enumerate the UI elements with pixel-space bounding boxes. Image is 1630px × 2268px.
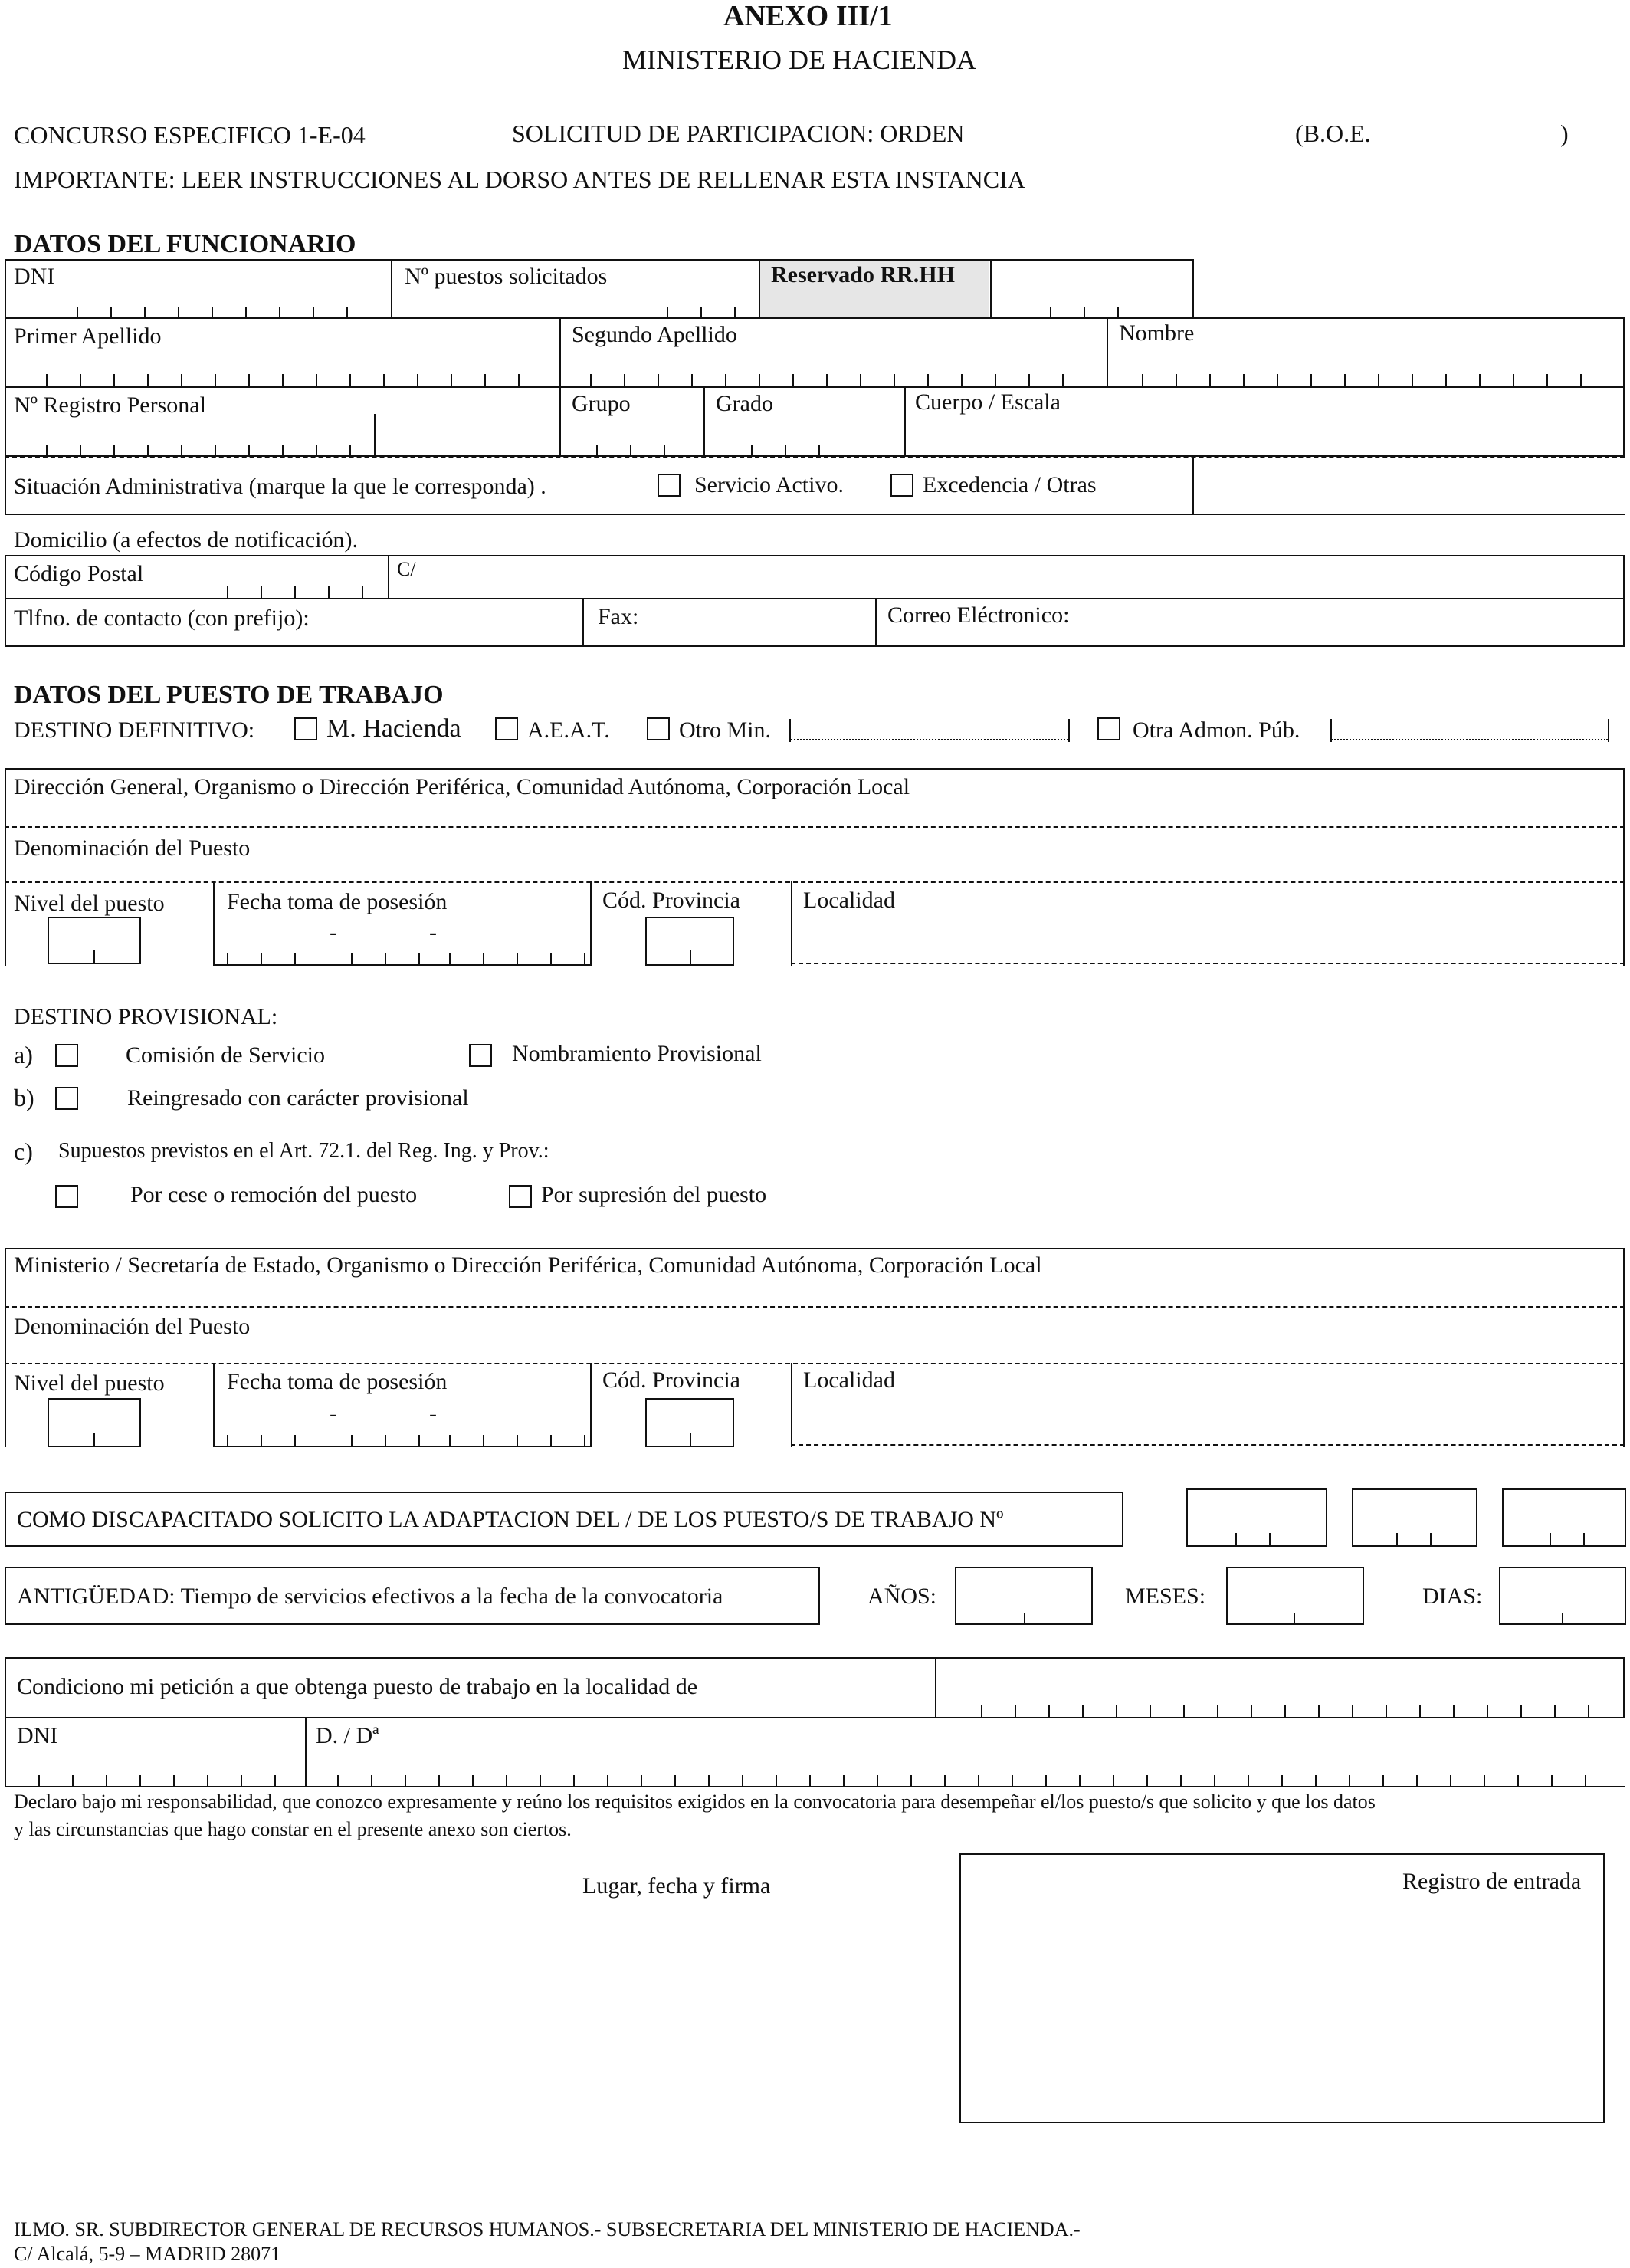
first-surname-input[interactable] bbox=[46, 374, 536, 386]
aeat-label: A.E.A.T. bbox=[527, 717, 610, 743]
num-posts-label: Nº puestos solicitados bbox=[405, 264, 608, 289]
request-order: SOLICITUD DE PARTICIPACION: ORDEN bbox=[512, 120, 965, 147]
phone-label: Tlfno. de contacto (con prefijo): bbox=[14, 606, 310, 631]
provisional-appointment-checkbox[interactable] bbox=[469, 1044, 492, 1067]
domicile-label: Domicilio (a efectos de notificación). bbox=[14, 527, 358, 553]
prov-province-code-label: Cód. Provincia bbox=[602, 1367, 740, 1393]
boe-label: (B.O.E. bbox=[1295, 120, 1371, 147]
leave-other-checkbox[interactable] bbox=[890, 474, 913, 497]
seniority-label: ANTIGÜEDAD: Tiempo de servicios efectivos a la fecha de la convocatoria bbox=[17, 1584, 723, 1609]
footer-line-2: C/ Alcalá, 5-9 – MADRID 28071 bbox=[14, 2243, 281, 2265]
opt-b-label: b) bbox=[14, 1084, 34, 1111]
days-label: DIAS: bbox=[1422, 1584, 1483, 1609]
other-min-label: Otro Min. bbox=[679, 717, 771, 743]
other-min-checkbox[interactable] bbox=[647, 717, 670, 740]
street-label: C/ bbox=[397, 558, 416, 580]
hacienda-checkbox[interactable] bbox=[294, 717, 317, 740]
declaration-line-1: Declaro bajo mi responsabilidad, que conozco expresamente y reúno los requisitos exigidos en la convocatoria para desempeñar el/los puesto/s que solicito y que los datos bbox=[14, 1790, 1376, 1813]
contest-code: CONCURSO ESPECIFICO 1-E-04 bbox=[14, 121, 366, 149]
grade-label: Grado bbox=[716, 391, 773, 416]
hacienda-label: M. Hacienda bbox=[326, 714, 461, 743]
date-dash-2: - bbox=[429, 920, 437, 945]
opt-a-label: a) bbox=[14, 1041, 33, 1068]
post-name-label: Denominación del Puesto bbox=[14, 835, 251, 861]
postal-code-input[interactable] bbox=[227, 586, 372, 598]
cessation-label: Por cese o remoción del puesto bbox=[130, 1182, 418, 1207]
prov-locality-input[interactable] bbox=[791, 1444, 1625, 1446]
group-input[interactable] bbox=[596, 445, 673, 457]
footer-line-1: ILMO. SR. SUBDIRECTOR GENERAL DE RECURSOS HUMANOS.- SUBSECRETARIA DEL MINISTERIO DE HACIENDA.- bbox=[14, 2218, 1081, 2240]
group-label: Grupo bbox=[572, 391, 631, 416]
suppression-label: Por supresión del puesto bbox=[541, 1182, 767, 1207]
important-note: IMPORTANTE: LEER INSTRUCCIONES AL DORSO ANTES DE RELLENAR ESTA INSTANCIA bbox=[14, 166, 1025, 193]
entry-register-label: Registro de entrada bbox=[1402, 1869, 1582, 1894]
declaration-line-2: y las circunstancias que hago constar en el presente anexo son ciertos. bbox=[14, 1818, 572, 1840]
prov-date-dash-1: - bbox=[330, 1401, 337, 1426]
condition-dni-label: DNI bbox=[17, 1723, 58, 1748]
service-commission-checkbox[interactable] bbox=[55, 1044, 78, 1067]
prov-possession-date-label: Fecha toma de posesión bbox=[227, 1369, 448, 1394]
opt-c-label: c) bbox=[14, 1137, 33, 1165]
place-date-signature-label: Lugar, fecha y firma bbox=[582, 1873, 771, 1899]
first-surname-label: Primer Apellido bbox=[14, 323, 162, 349]
provisional-appointment-label: Nombramiento Provisional bbox=[512, 1041, 762, 1066]
personal-reg-label: Nº Registro Personal bbox=[14, 392, 206, 418]
ministry-title: MINISTERIO DE HACIENDA bbox=[622, 44, 976, 75]
section-job-title: DATOS DEL PUESTO DE TRABAJO bbox=[14, 681, 444, 709]
reentered-label: Reingresado con carácter provisional bbox=[127, 1085, 469, 1111]
condition-name-label: D. / Dª bbox=[316, 1723, 379, 1748]
possession-date-label: Fecha toma de posesión bbox=[227, 889, 448, 914]
prov-date-dash-2: - bbox=[429, 1401, 437, 1426]
reentered-checkbox[interactable] bbox=[55, 1087, 78, 1110]
section-official-title: DATOS DEL FUNCIONARIO bbox=[14, 230, 356, 258]
grade-input[interactable] bbox=[751, 445, 828, 457]
service-commission-label: Comisión de Servicio bbox=[126, 1042, 325, 1068]
months-input[interactable] bbox=[1226, 1567, 1364, 1625]
years-label: AÑOS: bbox=[867, 1584, 937, 1609]
months-label: MESES: bbox=[1125, 1584, 1206, 1609]
prov-post-name-label: Denominación del Puesto bbox=[14, 1314, 251, 1339]
fax-label: Fax: bbox=[598, 604, 639, 629]
cessation-checkbox[interactable] bbox=[55, 1185, 78, 1208]
aeat-checkbox[interactable] bbox=[495, 717, 518, 740]
annex-title: ANEXO III/1 bbox=[723, 0, 893, 32]
personal-reg-input[interactable] bbox=[46, 445, 368, 457]
second-surname-label: Segundo Apellido bbox=[572, 322, 737, 347]
province-code-label: Cód. Provincia bbox=[602, 888, 740, 913]
condition-locality-input[interactable] bbox=[981, 1705, 1609, 1717]
other-admin-checkbox[interactable] bbox=[1097, 717, 1120, 740]
prov-locality-label: Localidad bbox=[803, 1367, 895, 1393]
provisional-title: DESTINO PROVISIONAL: bbox=[14, 1004, 278, 1029]
definitive-label: DESTINO DEFINITIVO: bbox=[14, 717, 255, 743]
active-service-label: Servicio Activo. bbox=[694, 472, 844, 497]
assumptions-label: Supuestos previstos en el Art. 72.1. del Reg. Ing. y Prov.: bbox=[58, 1139, 549, 1163]
dni-label: DNI bbox=[14, 264, 55, 289]
postal-code-label: Código Postal bbox=[14, 561, 144, 586]
name-label: Nombre bbox=[1119, 320, 1195, 346]
ministry-line-label: Ministerio / Secretaría de Estado, Organismo o Dirección Periférica, Comunidad Autónoma, Corporación Local bbox=[14, 1252, 1042, 1278]
boe-close: ) bbox=[1560, 120, 1569, 147]
other-min-input[interactable] bbox=[791, 739, 1068, 740]
locality-label: Localidad bbox=[803, 888, 895, 913]
other-admin-label: Otra Admon. Púb. bbox=[1133, 717, 1300, 743]
second-surname-input[interactable] bbox=[590, 374, 1088, 386]
corps-label: Cuerpo / Escala bbox=[915, 389, 1061, 415]
condition-label: Condiciono mi petición a que obtenga puesto de trabajo en la localidad de bbox=[17, 1674, 698, 1699]
name-input[interactable] bbox=[1142, 374, 1609, 386]
active-service-checkbox[interactable] bbox=[658, 474, 681, 497]
direction-label: Dirección General, Organismo o Dirección Periférica, Comunidad Autónoma, Corporación Local bbox=[14, 774, 910, 799]
date-dash-1: - bbox=[330, 920, 337, 945]
other-admin-input[interactable] bbox=[1332, 739, 1608, 740]
disability-label: COMO DISCAPACITADO SOLICITO LA ADAPTACION DEL / DE LOS PUESTO/S DE TRABAJO Nº bbox=[17, 1507, 1004, 1532]
email-label: Correo Eléctronico: bbox=[887, 602, 1070, 628]
prov-post-level-label: Nivel del puesto bbox=[14, 1370, 165, 1396]
admin-situation-label: Situación Administrativa (marque la que le corresponda) . bbox=[14, 474, 546, 499]
suppression-checkbox[interactable] bbox=[509, 1185, 532, 1208]
leave-other-label: Excedencia / Otras bbox=[923, 472, 1097, 497]
reserved-label: Reservado RR.HH bbox=[771, 262, 955, 287]
locality-input[interactable] bbox=[791, 963, 1625, 964]
post-level-label: Nivel del puesto bbox=[14, 891, 165, 916]
